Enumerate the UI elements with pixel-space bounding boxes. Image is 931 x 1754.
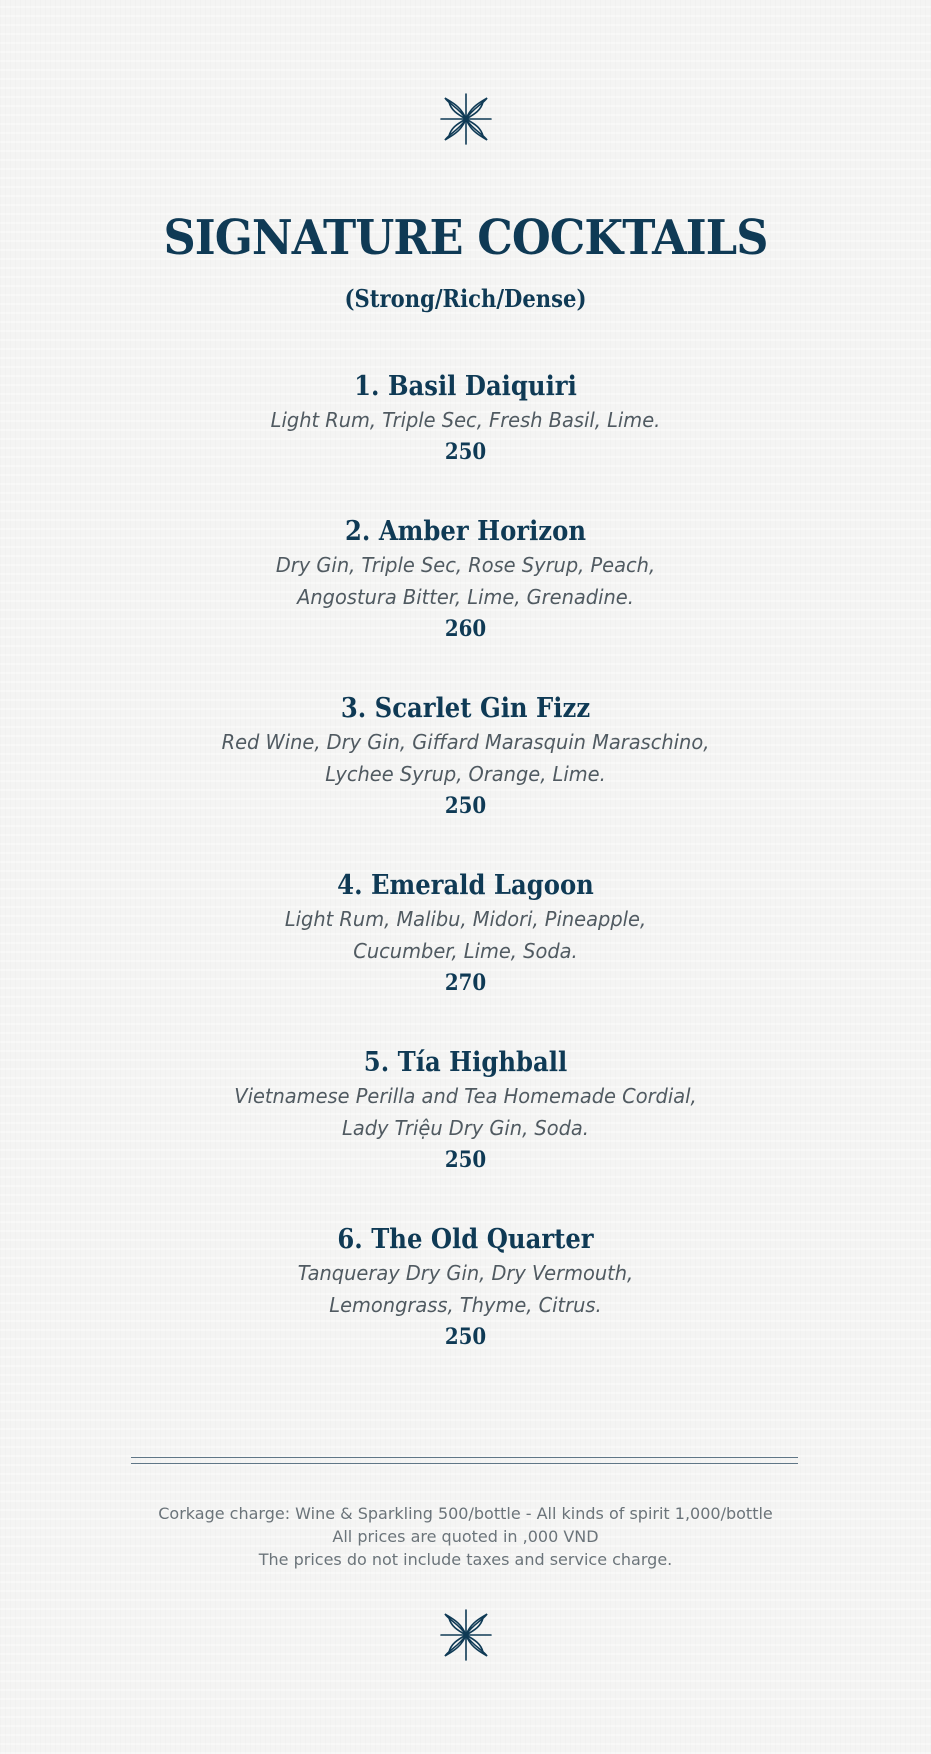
list-item xyxy=(0,692,931,822)
cocktail-ingredients: Angostura Bitter, Lime, Grenadine. xyxy=(297,585,634,609)
list-item xyxy=(0,869,931,999)
cocktail-price: 250 xyxy=(444,439,487,465)
cocktail-price: 250 xyxy=(444,1324,487,1350)
cocktail-name: 5. Tía Highball xyxy=(363,1047,568,1078)
cocktail-price: 250 xyxy=(444,793,487,819)
cocktail-ingredients: Dry Gin, Triple Sec, Rose Syrup, Peach, xyxy=(275,553,656,577)
cocktail-ingredients: Light Rum, Triple Sec, Fresh Basil, Lime. xyxy=(270,408,661,432)
tax-note: The prices do not include taxes and service charge. xyxy=(258,1550,673,1569)
cocktail-ingredients: Tanqueray Dry Gin, Dry Vermouth, xyxy=(297,1261,634,1285)
floral-ornament-icon xyxy=(439,1608,493,1662)
cocktail-ingredients: Lady Triệu Dry Gin, Soda. xyxy=(342,1116,589,1140)
corkage-note: Corkage charge: Wine & Sparkling 500/bottle - All kinds of spirit 1,000/bottle xyxy=(158,1504,773,1523)
double-rule-divider xyxy=(131,1457,798,1464)
cocktail-name: 4. Emerald Lagoon xyxy=(337,870,594,901)
cocktail-ingredients: Cucumber, Lime, Soda. xyxy=(353,939,578,963)
cocktail-price: 250 xyxy=(444,1147,487,1173)
menu-footer-notes xyxy=(0,1502,931,1571)
cocktail-name: 2. Amber Horizon xyxy=(344,516,586,547)
cocktail-price: 260 xyxy=(444,616,487,642)
list-item xyxy=(0,1046,931,1176)
floral-ornament-icon xyxy=(439,92,493,146)
cocktail-name: 1. Basil Daiquiri xyxy=(354,371,577,402)
cocktail-price: 270 xyxy=(444,970,487,996)
list-item xyxy=(0,515,931,645)
cocktail-ingredients: Lemongrass, Thyme, Citrus. xyxy=(329,1293,602,1317)
page-title: SIGNATURE COCKTAILS xyxy=(163,210,768,266)
cocktail-ingredients: Light Rum, Malibu, Midori, Pineapple, xyxy=(284,907,647,931)
cocktail-ingredients: Vietnamese Perilla and Tea Homemade Cordial, xyxy=(234,1084,697,1108)
currency-note: All prices are quoted in ,000 VND xyxy=(332,1527,599,1546)
cocktail-ingredients: Red Wine, Dry Gin, Giffard Marasquin Maraschino, xyxy=(221,730,710,754)
cocktail-ingredients: Lychee Syrup, Orange, Lime. xyxy=(325,762,606,786)
list-item xyxy=(0,370,931,468)
cocktail-name: 6. The Old Quarter xyxy=(337,1224,594,1255)
page-subtitle: (Strong/Rich/Dense) xyxy=(344,284,587,313)
cocktail-name: 3. Scarlet Gin Fizz xyxy=(340,693,591,724)
list-item xyxy=(0,1223,931,1353)
